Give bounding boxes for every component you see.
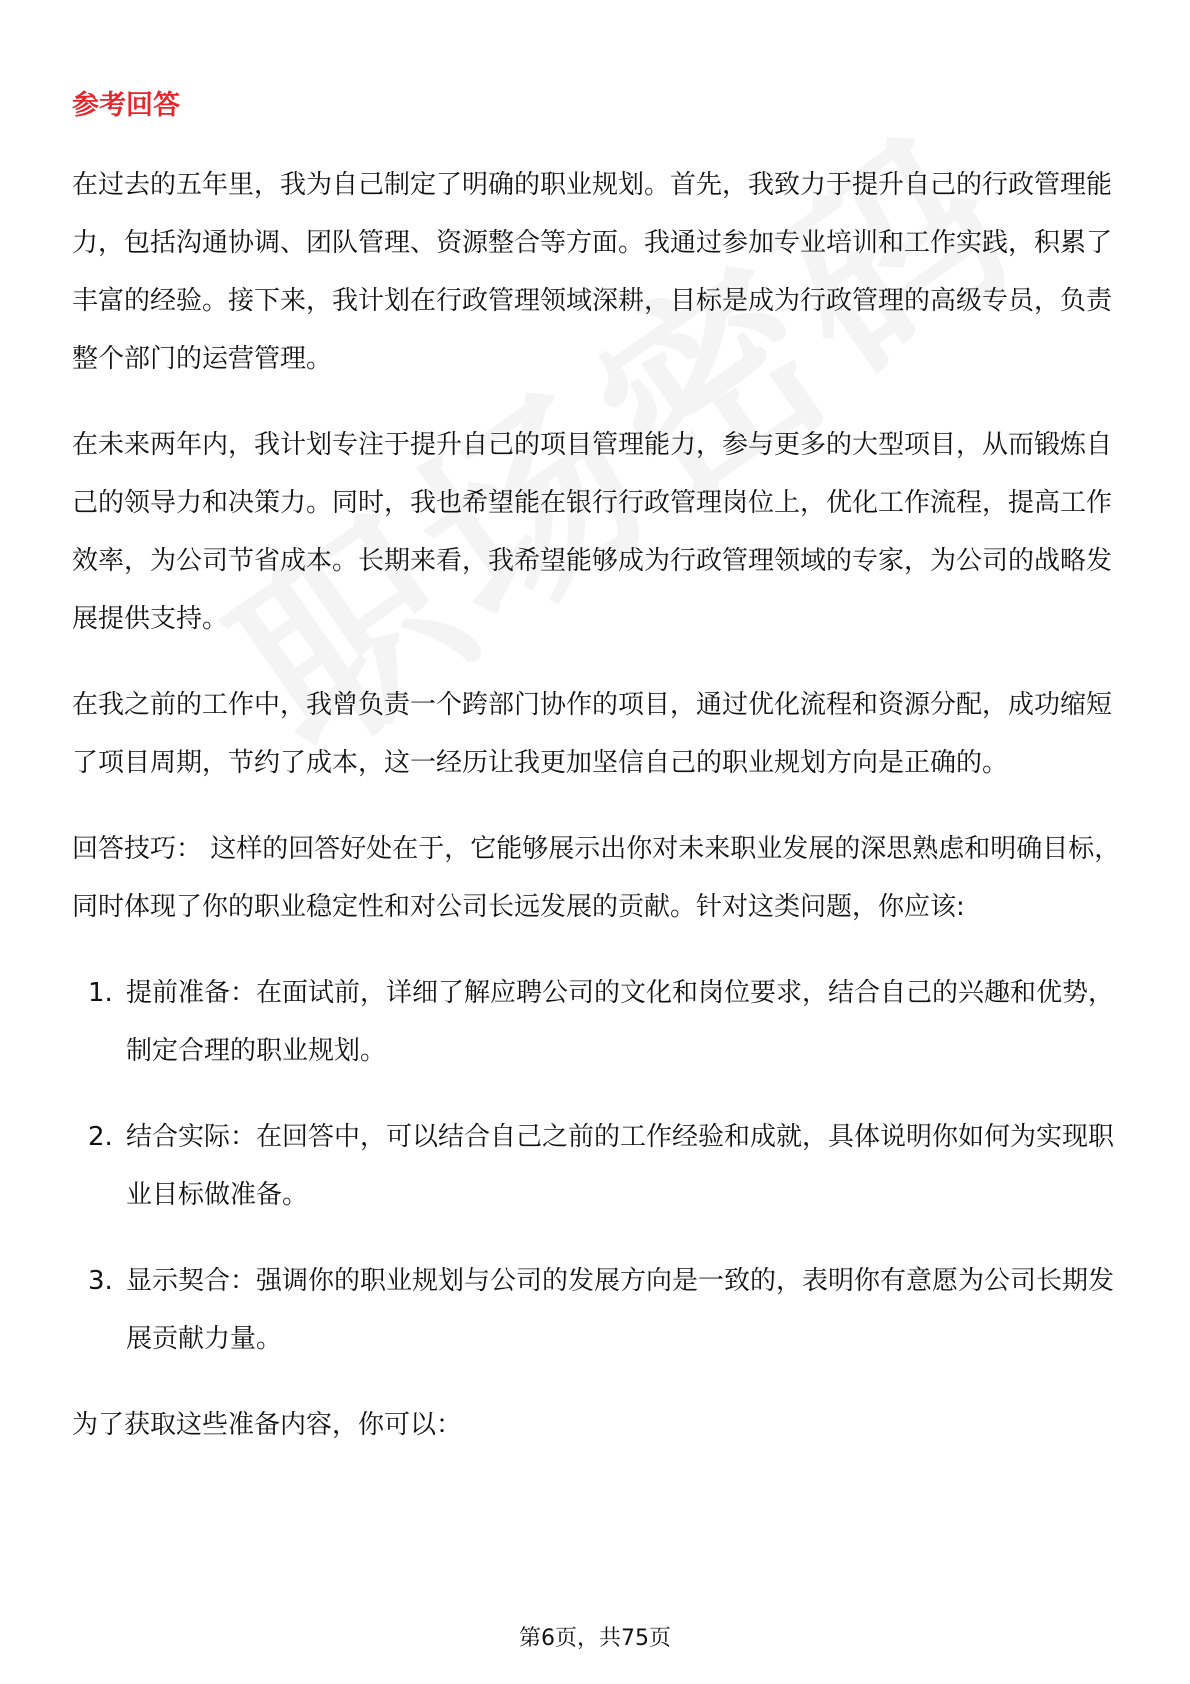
- list-item-text: 提前准备：在面试前，详细了解应聘公司的文化和岗位要求，结合自己的兴趣和优势，制定合理的职业规划。: [126, 978, 1115, 1066]
- paragraph-experience: 在我之前的工作中，我曾负责一个跨部门协作的项目，通过优化流程和资源分配，成功缩短了项目周期，节约了成本，这一经历让我更加坚信自己的职业规划方向是正确的。: [72, 690, 1113, 778]
- paragraph-answer-tips: 回答技巧： 这样的回答好处在于，它能够展示出你对未来职业发展的深思熟虑和明确目标，同时体现了你的职业稳定性和对公司长远发展的贡献。针对这类问题，你应该:: [72, 834, 1121, 922]
- list-item: [72, 1108, 1122, 1224]
- section-heading: 参考回答: [72, 90, 180, 121]
- list-item: [72, 1252, 1122, 1368]
- paragraph-future-plan: 在未来两年内，我计划专注于提升自己的项目管理能力，参与更多的大型项目，从而锻炼自己的领导力和决策力。同时，我也希望能在银行行政管理岗位上，优化工作流程，提高工作效率，为公司节省成本。长期来看，我希望能够成为行政管理领域的专家，为公司的战略发展提供支持。: [72, 430, 1113, 634]
- list-item: [72, 964, 1122, 1080]
- paragraph-career-plan: 在过去的五年里，我为自己制定了明确的职业规划。首先，我致力于提升自己的行政管理能力，包括沟通协调、团队管理、资源整合等方面。我通过参加专业培训和工作实践，积累了丰富的经验。接下来，我计划在行政管理领域深耕，目标是成为行政管理的高级专员，负责整个部门的运营管理。: [72, 170, 1113, 374]
- list-item-text: 结合实际：在回答中，可以结合自己之前的工作经验和成就，具体说明你如何为实现职业目标做准备。: [126, 1122, 1115, 1210]
- page-number-footer: 第6页，共75页: [519, 1626, 671, 1651]
- paragraph-closing: 为了获取这些准备内容，你可以：: [72, 1410, 463, 1440]
- list-item-number: 2.: [88, 1122, 113, 1152]
- document-content: [72, 84, 1122, 1482]
- list-item-number: 1.: [88, 978, 113, 1008]
- list-item-text: 显示契合：强调你的职业规划与公司的发展方向是一致的，表明你有意愿为公司长期发展贡献力量。: [126, 1266, 1115, 1354]
- list-item-number: 3.: [88, 1266, 113, 1296]
- tips-list: [72, 964, 1122, 1368]
